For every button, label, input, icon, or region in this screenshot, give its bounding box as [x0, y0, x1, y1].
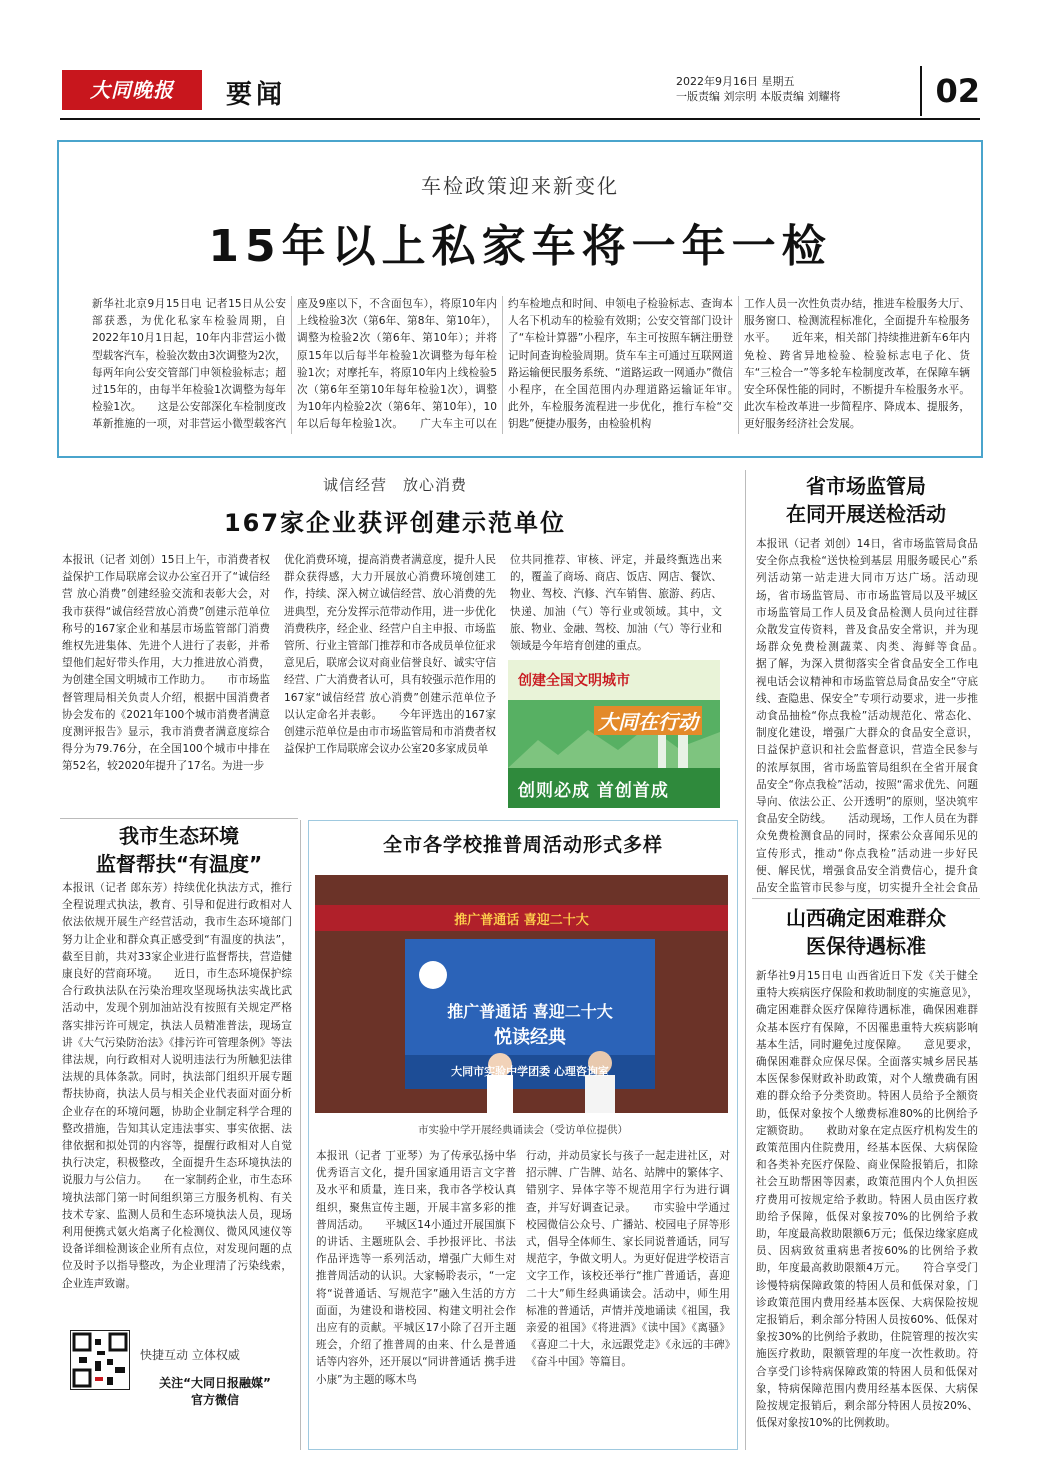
school-article-col-2: 行动，并动员家长与孩子一起走进社区，对招示牌、广告牌、站名、站牌中的繁体字、错别字、异体字等不规范用字行为进行调查，并写好调查记录。 市实验中学通过校园微信公众号、广播站、校园电子屏等形式，倡导全体师生、家长同说普通话，同写规范字，争做文明人。为更好促进学校语言文字工作，该校还举行“推广普通话，喜迎二十大”师生经典诵读会。活动中，师生用标准的普通话，声情并茂地诵读《祖国，我亲爱的祖国》《将进酒》《读中国》《离骚》《喜迎二十大，永远跟党走》《永远的丰碑》《奋斗中国》等篇目。: [526, 1150, 730, 1369]
consumer-article-col-3: 位共同推荐、审核、评定，并最终甄选出来的，覆盖了商场、商店、饭店、网店、餐饮、物业、驾校、汽修、汽车销售、旅游、药店、快递、加油（气）等行业或领域。其中，文旅、物业、金融、驾校、加油（气）等行业和领域是今年培育创建的重点。: [510, 554, 722, 653]
top-article-col-4: 工作人员一次性负责办结，推进车检服务大厅、服务窗口、检测流程标准化，全面提升车检服务水平。 近年来，相关部门持续推进新车6年内免检、跨省异地检验、检验标志电子化、货车“三检合一”等多轮车检制度改革，在保障车辆安全环保性能的同时，不断提升车检服务水平。此次车检改革进一步简程序、降成本、提服务，更好服务经济社会发展。: [744, 298, 970, 431]
screen-text-2: 悦读经典: [494, 1027, 566, 1048]
poster-line-1: 创建全国文明城市: [518, 673, 630, 689]
consumer-article-col-2: 优化消费环境，提高消费者满意度，提升人民群众获得感，大力开展放心消费环境创建工作，持续、深入树立诚信经营、放心消费的先进典型，充分发挥示范带动作用，进一步优化消费秩序，经企业、经营户自主申报、市场监管所、行业主管部门推荐和市各成员单位征求意见后，联席会议对商业信誉良好、诚实守信经营、广大消费者认可，具有较强示范作用的167家“诚信经营 放心消费”创建示范单位予以认定命名并表彰。 今年评选出的167家创建示范单位是由市市场监管局和市消费者权益保护工作局联席会议办公室20多家成员单: [284, 554, 496, 756]
consumer-article-kicker: 诚信经营 放心消费: [322, 476, 467, 494]
eco-article-body: 本报讯（记者 郎东芳）持续优化执法方式，推行全程说理式执法，教育、引导和促进行政相对人依法依规开展生产经营活动，我市生态环境部门努力让企业和群众真正感受到“有温度的执法”，截至目前，共对33家企业进行监督帮扶，营造健康良好的营商环境。 近日，市生态环境保护综合行政执法队在污染治理攻坚现场执法实战比武活动中，发现个别加油站没有按照有关规定严格落实排污许可规定，执法人员精准普法，现场宣讲《大气污染防治法》《排污许可管理条例》等法律法规，向行政相对人说明违法行为所触犯法律法规的具体条款。同时，执法部门组织开展专题帮扶协商，执法人员与相关企业代表面对面分析企业存在的环境问题，协助企业制定科学合理的整改措施，告知其认定违法事实、事实依据、法律依据和拟处罚的内容等，提醒行政相对人自觉执行决定，积极整改，全面提升生态环境执法的说服力与公信力。 在一家制药企业，市生态环境执法部门第一时间组织第三方服务机构、有关技术专家、监测人员和生态环境执法人员，现场利用便携式氨火焰离子化检测仪、微风风速仪等设备详细检测该企业所有点位，对发现问题的点位及时予以指导整改，为企业理清了污染线索，企业连声致谢。: [62, 882, 292, 1290]
top-article-col-1: 新华社北京9月15日电 记者15日从公安部获悉，为优化私家车检验周期，自2022年10月1日起，10年内非营运小微型载客汽车，检验次数由3次调整为2次，每两年向公安交管部门申领检验标志；超过15年的，由每半年检验1次调整为每年检验1次。 这是公安部深化车检制度改革新推施的一项，对非营运小微型载客汽: [92, 298, 286, 431]
reading-event-photo: [315, 875, 728, 1113]
column-divider: [291, 296, 292, 434]
medical-headline-line-2: 医保待遇标准: [806, 934, 926, 958]
masthead-rule: [60, 118, 980, 120]
medical-article-headline: [752, 904, 980, 960]
photo-caption: 市实验中学开展经典诵读会（受访单位提供）: [418, 1124, 628, 1136]
top-article-headline: 15年以上私家车将一年一检: [208, 221, 832, 272]
screen-text-3: 大同市实验中学团委 心理咨询室: [451, 1065, 609, 1078]
top-article-col-2: 座及9座以下，不含面包车），将原10年内上线检验3次（第6年、第8年、第10年），调整为检验2次（第6年、第10年）；并将原15年以后每半年检验1次调整为每年检验1次；对摩托车，将原10年内上线检验5次（第6年至第10年每年检验1次），调整为10年内检验2次（第6年、第10年），10年以后每年检验1次。 广大车主可以在: [297, 298, 497, 431]
qr-code: [70, 1330, 130, 1390]
dateline: [676, 74, 916, 104]
market-article-headline: [752, 472, 980, 528]
consumer-article-col-1: 本报讯（记者 刘创）15日上午，市消费者权益保护工作局联席会议办公室召开了“诚信经营 放心消费”创建经验交流和表彰大会，对我市获得“诚信经营放心消费”创建示范单位称号的167家企业和基层市场监管部门消费维权先进集体、先进个人进行了表彰，并希望他们起好带头作用，大力推进放心消费，为创建全国文明城市工作助力。 市市场监督管理局相关负责人介绍，根据中国消费者协会发布的《2021年100个城市消费者满意度测评报告》显示，我市消费者满意度综合得分为79.76分，在全国100个城市中排在第52名，较2020年提升了17名。为进一步: [62, 554, 270, 773]
market-headline-line-1: 省市场监管局: [806, 474, 926, 498]
page-number: 02: [920, 66, 980, 116]
screen-text-1: 推广普通话 喜迎二十大: [447, 1002, 613, 1021]
poster-line-3: 创则必成 首创首成: [518, 781, 669, 801]
qr-slogan: 快捷互动 立体权威: [140, 1348, 240, 1362]
eco-headline-line-2: 监督帮扶“有温度”: [95, 852, 263, 876]
qr-caption-line-1: 关注“大同日报融媒”: [159, 1376, 271, 1390]
section-divider: [60, 818, 298, 819]
column-divider: [502, 296, 503, 434]
eco-article-headline: [60, 822, 298, 878]
civilization-city-poster: [508, 660, 720, 808]
qr-code-pattern: [71, 1331, 129, 1389]
market-headline-line-2: 在同开展送检活动: [786, 502, 946, 526]
top-article-col-3: 约车检地点和时间、申领电子检验标志、查询本人名下机动车的检验有效期；公安交管部门设计了“车检计算器”小程序，车主可按照车辆注册登记时间查询检验周期。货车车主可通过互联网道路运输便民服务系统、“道路运政一网通办”微信小程序，在全国范围内办理道路运输证年审。 此外，车检服务流程进一步优化，推行车检“交钥匙”便捷办服务，由检验机构: [508, 298, 733, 431]
top-article-kicker: 车检政策迎来新变化: [421, 174, 619, 198]
poster-line-2: 大同在行动: [594, 706, 702, 735]
column-divider: [745, 470, 746, 1450]
section-divider: [752, 898, 980, 899]
photo-banner-text: 推广普通话 喜迎二十大: [454, 913, 589, 928]
column-divider: [300, 820, 301, 1450]
market-article-body: 本报讯（记者 刘创）14日，省市场监管局食品安全你点我检“送快检到基层 用服务暖民心”系列活动第一站走进大同市万达广场。活动现场，省市场监管局、市市场监管局以及平城区市场监管局工作人员及食品检测人员向过往群众散发宣传资料，普及食品安全常识，并为现场群众免费检测蔬菜、肉类、海鲜等食品。 据了解，为深入贯彻落实全省食品安全工作电视电话会议精神和市场监管总局食品安全“守底线、查隐患、保安全”专项行动要求，进一步推动食品抽检“你点我检”活动规范化、常态化、制度化建设，增强广大群众的食品安全意识，日益保护意识和社会监督意识，营造全民参与的浓厚氛围，省市场监管局组织在全省开展食品安全“你点我检”活动，按照“需求优先、问题导向、依法公正、公开透明”的原则，坚决筑牢食品安全防线。 活动现场，工作人员在为群众免费检测食品的同时，探索公众喜闻乐见的宣传形式，推动“你点我检”活动进一步好民便、解民忧，增强食品安全消费信心，提升食品安全监管市民参与度，切实提升全社会食品: [756, 538, 978, 895]
newspaper-logo: 大同晚报: [62, 70, 202, 110]
eco-headline-line-1: 我市生态环境: [119, 824, 239, 848]
section-title: 要闻: [226, 80, 287, 110]
editor-credits: 一版责编 刘宗明 本版责编 刘耀将: [676, 90, 841, 103]
school-article-headline: 全市各学校推普周活动形式多样: [382, 834, 663, 856]
qr-caption-line-2: 官方微信: [190, 1393, 239, 1407]
medical-headline-line-1: 山西确定困难群众: [786, 906, 946, 930]
medical-article-body: 新华社9月15日电 山西省近日下发《关于健全重特大疾病医疗保险和救助制度的实施意见》，确定困难群众医疗保障待遇标准，确保困难群众基本医疗有保障，不因罹患重特大疾病影响基本生活，同时避免过度保障。 意见要求，确保困难群众应保尽保。全面落实城乡居民基本医保参保财政补助政策，对个人缴费确有困难的群众给予分类资助。特困人员给予全额资助，低保对象按个人缴费标准80%的比例给予定额资助。 救助对象在定点医疗机构发生的政策范围内住院费用，经基本医保、大病保险和各类补充医疗保险、商业保险报销后，扣除社会互助帮困等因素，政策范围内个人负担医疗费用可按规定给予救助。特困人员由医疗救助给予保障，低保对象按70%的比例给予救助，年度最高救助限额6万元；低保边缘家庭成员、因病致贫重病患者按60%的比例给予救助，年度最高救助限额4万元。 符合享受门诊慢特病保障政策的特困人员和低保对象，门诊政策范围内费用经基本医保、大病保险按规定报销后，剩余部分特困人员按60%、低保对象按30%的比例给予救助，住院管理的按次实施医疗救助，限额管理的年度一次性救助。符合享受门诊特病保障政策的特困人员和低保对象，特病保障范围内费用经基本医保、大病保险按规定报销后，剩余部分特困人员按20%、低保对象按10%的比例救助。: [756, 970, 978, 1430]
column-divider: [738, 296, 739, 434]
issue-date: 2022年9月16日 星期五: [676, 75, 795, 88]
qr-caption: [140, 1374, 290, 1408]
consumer-article-headline: 167家企业获评创建示范单位: [223, 509, 567, 537]
school-article-col-1: 本报讯（记者 丁亚琴）为了传承弘扬中华优秀语言文化，提升国家通用语言文字普及水平和质量，连日来，我市各学校认真组织，聚焦宣传主题，开展丰富多彩的推普周活动。 平城区14小通过开展国旗下的讲话、主题班队会、手抄报评比、书法作品评选等一系列活动，增强广大师生对推普周活动的认识。大家畅聆表示，“一定将“说普通话、写规范字”融入生活的方方面面，为建设和谐校园、构建文明社会作出应有的贡献。平城区17小除了召开主题班会，介绍了推普周的由来、什么是普通话等内容外，还开展以“同讲普通话 携手进小康”为主题的啄木鸟: [316, 1150, 516, 1386]
